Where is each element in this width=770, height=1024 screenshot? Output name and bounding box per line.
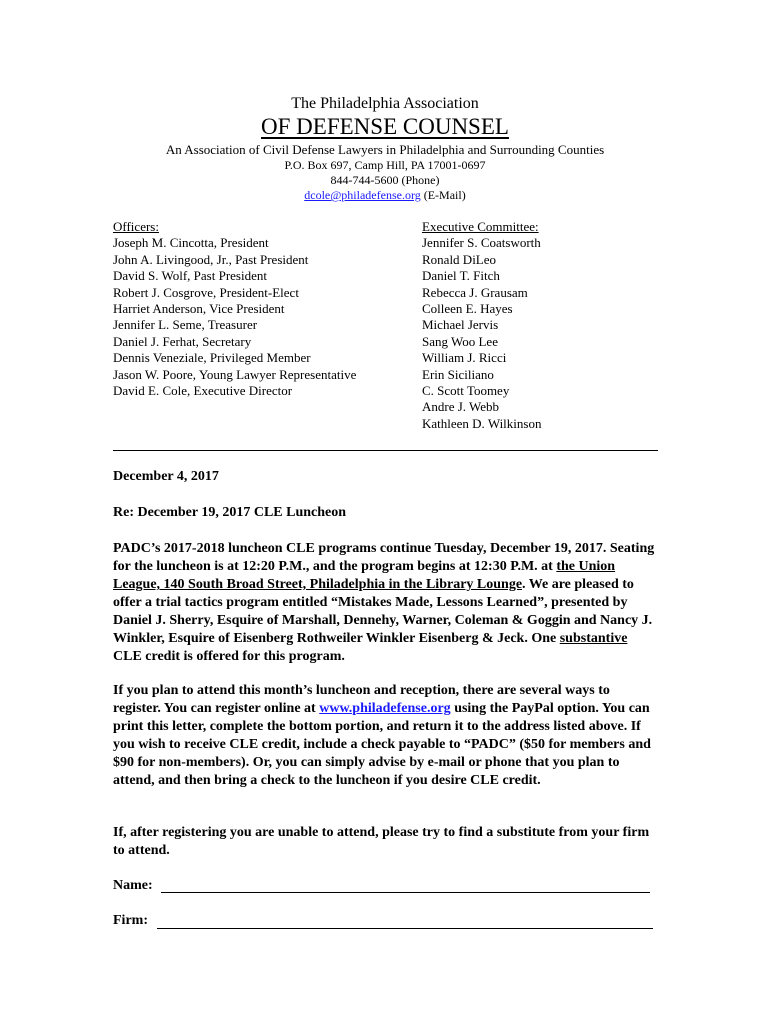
p1-text-b: . We are pleased to offer a trial tactics program entitled “Mistakes Made, Lessons Learned”, presented by Daniel J. Sherry, Esquire of Marshall, Dennehy, Warner, Coleman & Goggin and Nancy J. Winkler, Esquire of Eisenberg Rothweiler Winkler Eisenberg & Jeck. One (113, 577, 653, 646)
officer-item: Harriet Anderson, Vice President (113, 301, 285, 317)
website-link[interactable]: www.philadefense.org (319, 701, 451, 716)
org-line: The Philadelphia Association (291, 95, 479, 112)
committee-item: Erin Siciliano (422, 366, 494, 382)
committee-item: Michael Jervis (422, 317, 499, 333)
officer-item: Dennis Veneziale, Privileged Member (113, 350, 311, 366)
name-label: Name: (113, 878, 153, 893)
p2-text-b: using the PayPal option. You can print this letter, complete the bottom portion, and return it to the address listed above. If you wish to receive CLE credit, include a check payable to “PADC” ($50 for members and $90 for non-members). Or, you can simply advise by e-mail or phone that you plan to attend, and then bring a check to the luncheon if you desire CLE credit. (113, 701, 651, 788)
name-field[interactable] (161, 892, 650, 893)
paragraph-substitute: If, after registering you are unable to attend, please try to find a substitute from your firm to attend. (113, 825, 650, 858)
committee-item: Andre J. Webb (422, 399, 500, 415)
letter-subject: Re: December 19, 2017 CLE Luncheon (113, 505, 347, 520)
p2-text-a: If you plan to attend this month’s luncheon and reception, there are several ways to register. You can register online at (113, 683, 610, 716)
header-divider (113, 450, 658, 451)
committee-item: Rebecca J. Grausam (422, 284, 528, 300)
officer-item: David E. Cole, Executive Director (113, 383, 293, 399)
org-name: OF DEFENSE COUNSEL (261, 114, 509, 139)
officers-heading: Officers: (113, 219, 159, 234)
letter-date: December 4, 2017 (113, 469, 219, 484)
officer-item: Joseph M. Cincotta, President (113, 235, 269, 251)
p1-location: the Union League, 140 South Broad Street, Philadelphia in the Library Lounge (113, 559, 616, 592)
firm-field[interactable] (157, 928, 653, 929)
officer-item: David S. Wolf, Past President (113, 268, 267, 284)
committee-item: Ronald DiLeo (422, 251, 497, 267)
org-phone: 844-744-5600 (Phone) (330, 173, 440, 187)
committee-item: Jennifer S. Coatsworth (422, 235, 541, 251)
committee-list (422, 219, 541, 432)
officers-list (113, 219, 356, 399)
officer-item: Jennifer L. Seme, Treasurer (113, 317, 258, 333)
committee-item: Daniel T. Fitch (422, 268, 500, 284)
paragraph-program (113, 540, 658, 666)
committee-heading: Executive Committee: (422, 219, 539, 234)
p1-text-a: PADC’s 2017-2018 luncheon CLE programs continue Tuesday, December 19, 2017. Seating for the luncheon is at 12:20 P.M., and the program begins at 12:30 P.M. at (113, 541, 655, 574)
committee-item: Sang Woo Lee (422, 333, 498, 349)
officer-item: Jason W. Poore, Young Lawyer Representative (113, 366, 357, 382)
org-tagline: An Association of Civil Defense Lawyers in Philadelphia and Surrounding Counties (165, 142, 605, 157)
email-link[interactable]: dcole@philadefense.org (304, 188, 421, 202)
committee-item: C. Scott Toomey (422, 383, 510, 399)
org-email-line (0, 188, 770, 203)
committee-item: William J. Ricci (422, 350, 507, 366)
org-address: P.O. Box 697, Camp Hill, PA 17001-0697 (284, 158, 486, 172)
email-suffix: (E-Mail) (420, 188, 466, 202)
officer-item: Daniel J. Ferhat, Secretary (113, 333, 252, 349)
committee-item: Kathleen D. Wilkinson (422, 415, 542, 431)
firm-label: Firm: (113, 913, 148, 928)
paragraph-registration (113, 682, 658, 790)
p1-substantive: substantive (559, 631, 628, 646)
p1-text-c: CLE credit is offered for this program. (113, 649, 345, 664)
officer-item: John A. Livingood, Jr., Past President (113, 251, 309, 267)
committee-item: Colleen E. Hayes (422, 301, 513, 317)
officer-item: Robert J. Cosgrove, President-Elect (113, 284, 299, 300)
